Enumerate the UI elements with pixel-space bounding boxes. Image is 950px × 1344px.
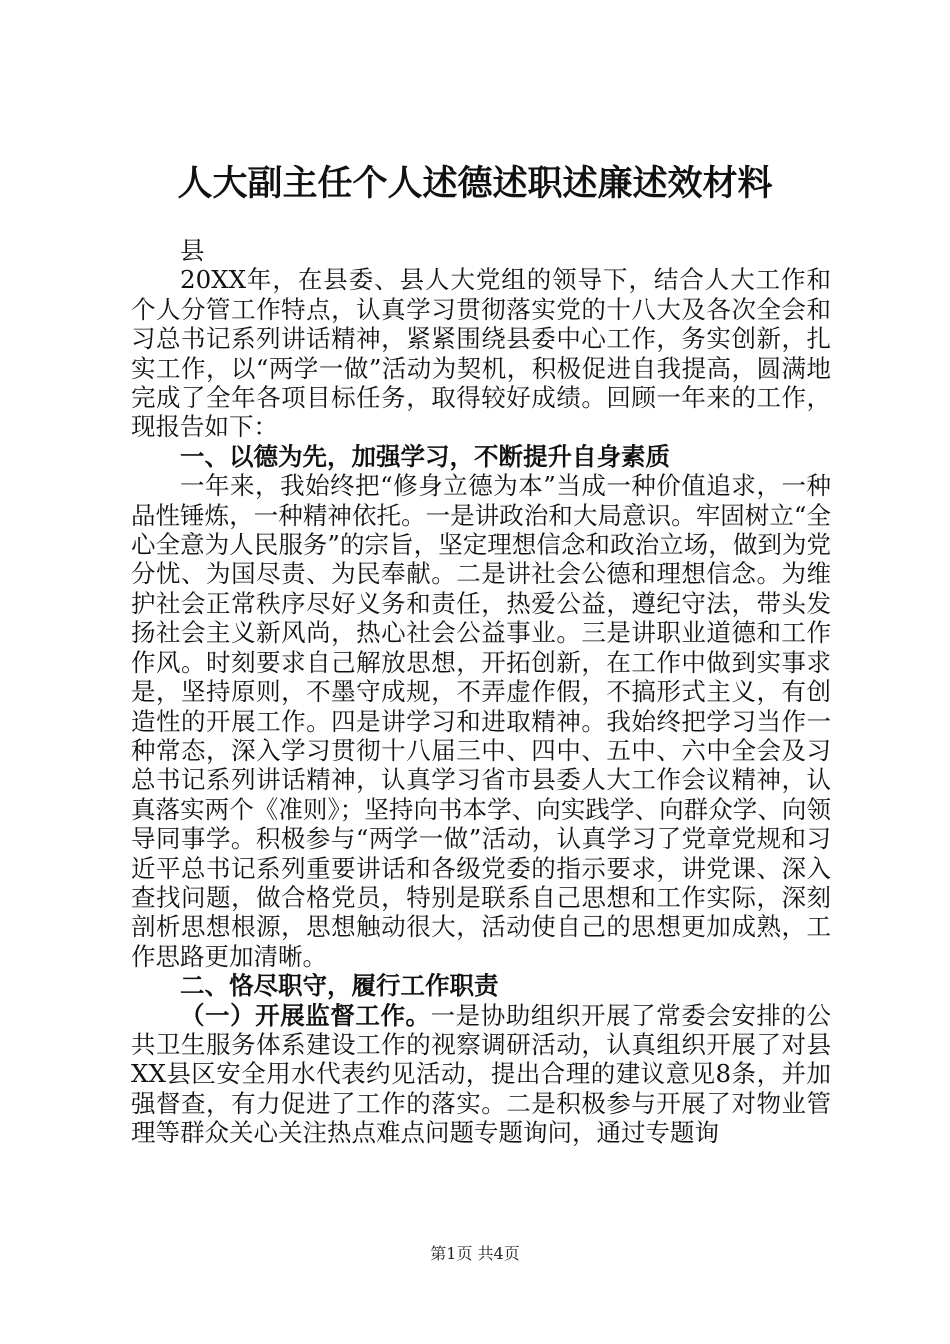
document-title: 人大副主任个人述德述职述廉述效材料 <box>177 164 773 204</box>
subsection-paragraph <box>131 1001 831 1148</box>
section-1-paragraph: 一年来，我始终把“修身立德为本”当成一种价值追求，一种品性锤炼，一种精神依托。一是讲政治和大局意识。牢固树立“全心全意为人民服务”的宗旨，坚定理想信念和政治立场，做到为党分忧、为国尽责、为民奉献。二是讲社会公德和理想信念。为维护社会正常秩序尽好义务和责任，热爱公益，遵纪守法，带头发扬社会主义新风尚，热心社会公益事业。三是讲职业道德和工作作风。时刻要求自己解放思想，开拓创新，在工作中做到实事求是，坚持原则，不墨守成规，不弄虚作假，不搞形式主义，有创造性的开展工作。四是讲学习和进取精神。我始终把学习当作一种常态，深入学习贯彻十八届三中、四中、五中、六中全会及习总书记系列讲话精神，认真学习省市县委人大工作会议精神，认真落实两个《准则》；坚持向书本学、向实践学、向群众学、向领导同事学。积极参与“两学一做”活动，认真学习了党章党规和习近平总书记系列重要讲话和各级党委的指示要求，讲党课、深入查找问题，做合格党员，特别是联系自己思想和工作实际，深刻剖析思想根源，思想触动很大，活动使自己的思想更加成熟，工作思路更加清晰。 <box>131 471 831 971</box>
intro-paragraph: 20XX年，在县委、县人大党组的领导下，结合人大工作和个人分管工作特点，认真学习贯彻落实党的十八大及各次全会和习总书记系列讲话精神，紧紧围绕县委中心工作，务实创新，扎实工作，以“两学一做”活动为契机，积极促进自我提高，圆满地完成了全年各项目标任务，取得较好成绩。回顾一年来的工作，现报告如下： <box>131 265 831 442</box>
subsection-text: 一是协助组织开展了常委会安排的公共卫生服务体系建设工作的视察调研活动，认真组织开展了对县XX县区安全用水代表约见活动，提出合理的建议意见8条，并加强督查，有力促进了工作的落实。二是积极参与开展了对物业管理等群众关心关注热点难点问题专题询问，通过专题询 <box>131 1000 832 1148</box>
page-footer: 第1页 共4页 <box>430 1244 520 1263</box>
section-heading-1: 一、以德为先，加强学习，不断提升自身素质 <box>180 441 670 471</box>
document-body <box>131 236 831 1148</box>
subsection-lead: （一）开展监督工作。 <box>180 1000 431 1030</box>
salutation-paragraph: 县 <box>180 236 205 265</box>
section-heading-2: 二、恪尽职守，履行工作职责 <box>180 971 499 1001</box>
